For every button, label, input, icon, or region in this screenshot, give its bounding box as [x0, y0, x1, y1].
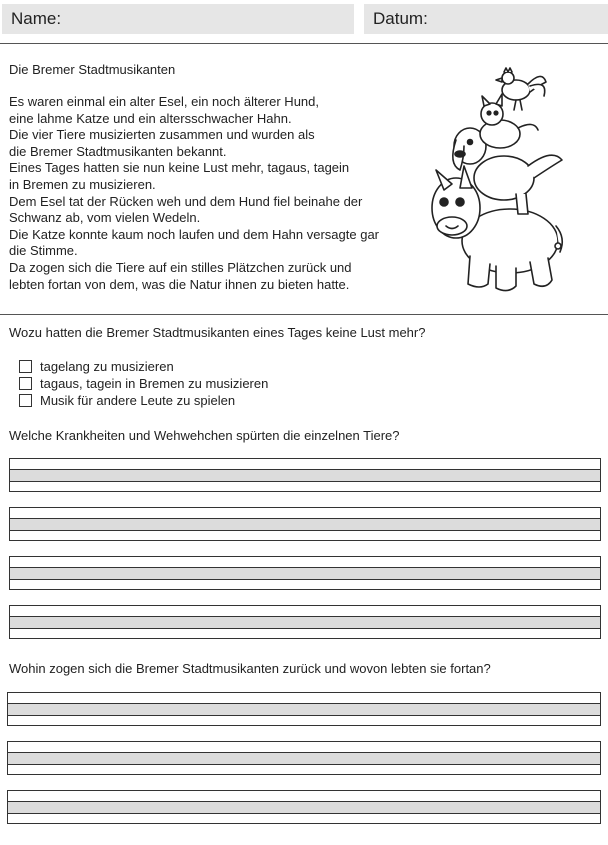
date-field[interactable]: [364, 4, 608, 34]
story-line: die Stimme.: [9, 243, 78, 259]
story-title: Die Bremer Stadtmusikanten: [9, 62, 176, 77]
divider: [0, 314, 608, 315]
option-checkbox[interactable]: [19, 393, 235, 408]
story-line: eine lahme Katze und ein altersschwacher Hahn.: [9, 110, 292, 126]
answer-line[interactable]: [9, 507, 601, 541]
question-1: Wozu hatten die Bremer Stadtmusikanten eines Tages keine Lust mehr?: [9, 325, 426, 340]
name-field[interactable]: [2, 4, 354, 34]
question-3: Wohin zogen sich die Bremer Stadtmusikanten zurück und wovon lebten sie fortan?: [9, 661, 491, 676]
story-text: [9, 94, 419, 293]
option-label: tagelang zu musizieren: [40, 359, 174, 374]
story-line: Schwanz ab, vom vielen Wedeln.: [9, 210, 201, 226]
checkbox[interactable]: [19, 394, 32, 407]
answer-line[interactable]: [9, 605, 601, 639]
story-line: Da zogen sich die Tiere auf ein stilles Plätzchen zurück und: [9, 259, 352, 275]
story-line: Die Katze konnte kaum noch laufen und dem Hahn versagte gar: [9, 226, 380, 242]
date-label: Datum:: [373, 9, 428, 28]
answer-line[interactable]: [7, 741, 601, 775]
story-line: Dem Esel tat der Rücken weh und dem Hund fiel beinahe der: [9, 193, 363, 209]
answer-line[interactable]: [7, 692, 601, 726]
option-checkbox[interactable]: [19, 359, 174, 374]
bremen-town-musicians-illustration: [430, 66, 572, 296]
option-label: tagaus, tagein in Bremen zu musizieren: [40, 376, 269, 391]
story-line: Eines Tages hatten sie nun keine Lust mehr, tagaus, tagein: [9, 160, 350, 176]
answer-line[interactable]: [9, 556, 601, 590]
checkbox[interactable]: [19, 360, 32, 373]
checkbox[interactable]: [19, 377, 32, 390]
option-checkbox[interactable]: [19, 376, 268, 391]
story-line: in Bremen zu musizieren.: [9, 176, 156, 192]
name-label: Name:: [11, 9, 62, 28]
answer-line[interactable]: [9, 458, 601, 492]
question-2: Welche Krankheiten und Wehwehchen spürten die einzelnen Tiere?: [9, 428, 400, 443]
answer-line[interactable]: [7, 790, 601, 824]
story-line: Es waren einmal ein alter Esel, ein noch älterer Hund,: [9, 94, 319, 109]
option-label: Musik für andere Leute zu spielen: [40, 393, 236, 408]
story-line: lebten fortan von dem, was die Natur ihnen zu bieten hatte.: [9, 276, 350, 292]
story-line: die Bremer Stadtmusikanten bekannt.: [9, 143, 227, 159]
story-line: Die vier Tiere musizierten zusammen und wurden als: [9, 127, 315, 143]
divider: [0, 43, 608, 44]
